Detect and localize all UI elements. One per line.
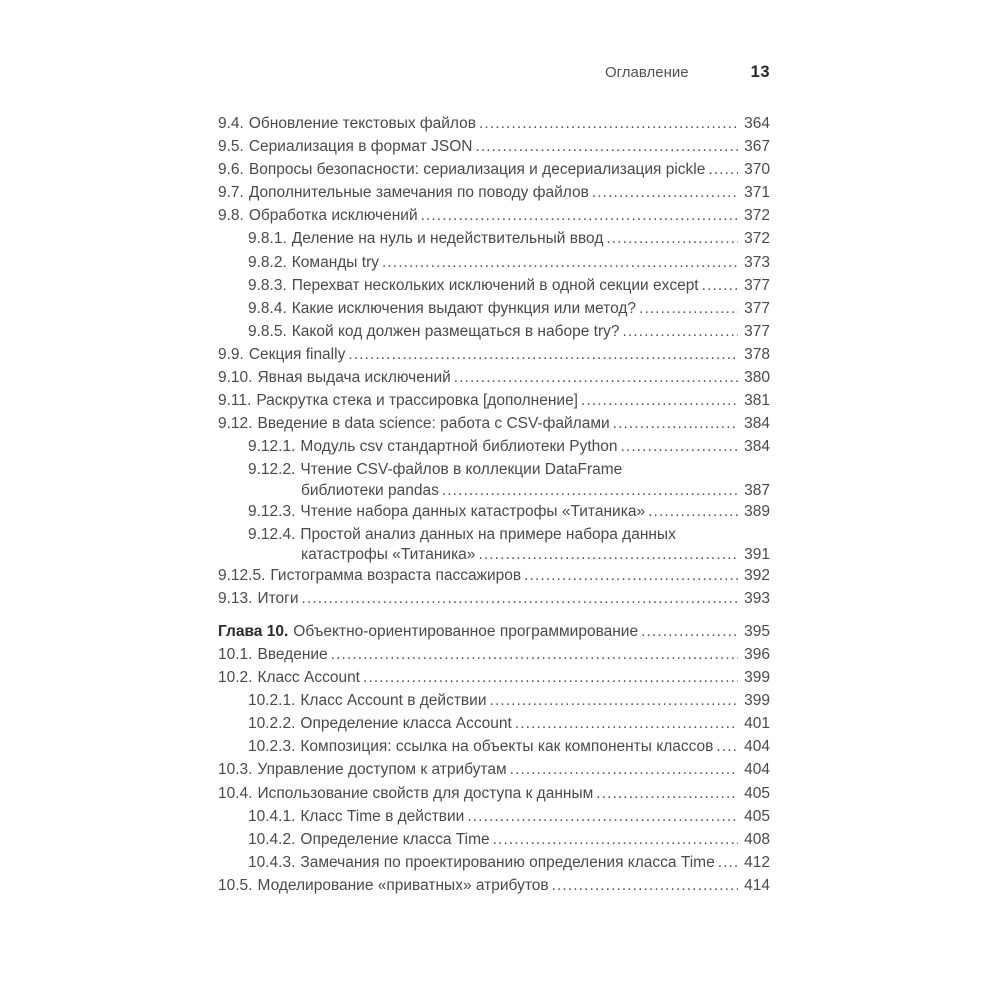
toc-entry-line bbox=[218, 666, 770, 689]
entry-title: Класс Account в действии bbox=[300, 692, 487, 710]
entry-page: 384 bbox=[744, 415, 770, 433]
toc-entry bbox=[218, 389, 770, 412]
entry-title: Класс Time в действии bbox=[300, 807, 465, 825]
toc-entry-line bbox=[218, 782, 770, 805]
entry-page: 377 bbox=[744, 322, 770, 340]
dot-leader bbox=[716, 735, 738, 758]
dot-leader bbox=[623, 320, 739, 343]
toc-entry-line bbox=[218, 620, 770, 643]
entry-number: 9.8.3. bbox=[248, 276, 287, 294]
dot-leader bbox=[475, 135, 738, 158]
entry-number: 9.12.1. bbox=[248, 438, 296, 456]
entry-title: Моделирование «приватных» атрибутов bbox=[257, 876, 549, 894]
entry-title: Итоги bbox=[257, 589, 299, 607]
dot-leader bbox=[702, 274, 739, 297]
toc-entry bbox=[218, 135, 770, 158]
toc-list bbox=[218, 112, 770, 897]
entry-number: 10.2.1. bbox=[248, 692, 296, 710]
entry-number: 9.12. bbox=[218, 415, 253, 433]
entry-page: 404 bbox=[744, 761, 770, 779]
dot-leader bbox=[639, 297, 738, 320]
toc-entry-line bbox=[218, 643, 770, 666]
dot-leader bbox=[524, 564, 738, 587]
entry-title-continued: библиотеки pandas bbox=[301, 481, 439, 499]
toc-entry-line bbox=[218, 564, 770, 587]
toc-entry-line bbox=[218, 343, 770, 366]
dot-leader bbox=[454, 366, 738, 389]
dot-leader bbox=[552, 874, 739, 897]
toc-entry-line bbox=[248, 735, 770, 758]
entry-number: 9.12.4. bbox=[248, 525, 296, 543]
toc-entry bbox=[218, 412, 770, 435]
toc-entry-line bbox=[218, 366, 770, 389]
entry-page: 408 bbox=[744, 830, 770, 848]
toc-entry bbox=[218, 366, 770, 389]
entry-title: Чтение набора данных катастрофы «Титаника» bbox=[300, 502, 646, 520]
toc-entry-line bbox=[218, 112, 770, 135]
entry-page: 377 bbox=[744, 299, 770, 317]
toc-entry bbox=[218, 851, 770, 874]
toc-entry-line bbox=[248, 851, 770, 874]
toc-entry-line bbox=[248, 523, 770, 546]
entry-page: 370 bbox=[744, 161, 770, 179]
toc-entry-line bbox=[248, 805, 770, 828]
toc-entry bbox=[218, 828, 770, 851]
entry-number: 9.8.5. bbox=[248, 322, 287, 340]
toc-entry-line bbox=[248, 458, 770, 481]
toc-entry bbox=[218, 620, 770, 643]
entry-number: 9.12.3. bbox=[248, 502, 296, 520]
dot-leader bbox=[493, 828, 738, 851]
entry-page: 405 bbox=[744, 784, 770, 802]
dot-leader bbox=[467, 805, 738, 828]
toc-entry-line bbox=[218, 587, 770, 610]
dot-leader bbox=[331, 643, 738, 666]
toc-entry bbox=[218, 758, 770, 781]
entry-number: 9.8. bbox=[218, 207, 244, 225]
entry-number: 10.5. bbox=[218, 876, 253, 894]
entry-page-continued: 387 bbox=[744, 481, 770, 499]
entry-page: 399 bbox=[744, 692, 770, 710]
entry-page: 380 bbox=[744, 369, 770, 387]
entry-page: 371 bbox=[744, 184, 770, 202]
toc-entry bbox=[218, 712, 770, 735]
toc-entry bbox=[218, 587, 770, 610]
entry-page: 399 bbox=[744, 669, 770, 687]
entry-title: Дополнительные замечания по поводу файлов bbox=[248, 184, 589, 202]
toc-entry bbox=[218, 458, 770, 499]
entry-number: 9.10. bbox=[218, 369, 253, 387]
entry-title: Класс Account bbox=[257, 669, 360, 687]
toc-entry bbox=[218, 251, 770, 274]
toc-entry-line bbox=[218, 758, 770, 781]
entry-number: 9.7. bbox=[218, 184, 244, 202]
toc-entry-continuation bbox=[248, 482, 770, 500]
dot-leader bbox=[478, 546, 738, 564]
dot-leader bbox=[592, 181, 738, 204]
toc-entry bbox=[218, 666, 770, 689]
toc-entry-line bbox=[248, 500, 770, 523]
entry-page: 384 bbox=[744, 438, 770, 456]
entry-title: Чтение CSV-файлов в коллекции DataFrame bbox=[300, 461, 623, 479]
toc-entry bbox=[218, 805, 770, 828]
entry-page-continued: 391 bbox=[744, 545, 770, 563]
toc-entry-line bbox=[248, 227, 770, 250]
toc-entry bbox=[218, 874, 770, 897]
toc-entry-line bbox=[248, 274, 770, 297]
entry-page: 372 bbox=[744, 207, 770, 225]
toc-entry bbox=[218, 343, 770, 366]
entry-title: Замечания по проектированию определения класса Time bbox=[300, 853, 715, 871]
dot-leader bbox=[515, 712, 738, 735]
entry-number: 9.9. bbox=[218, 345, 244, 363]
book-page bbox=[218, 64, 770, 897]
dot-leader bbox=[708, 158, 738, 181]
entry-title: Раскрутка стека и трассировка [дополнение] bbox=[256, 392, 578, 410]
dot-leader bbox=[648, 500, 738, 523]
toc-entry-continuation bbox=[248, 546, 770, 564]
toc-entry-line bbox=[248, 712, 770, 735]
entry-title: Команды try bbox=[291, 253, 379, 271]
entry-title: Введение в data science: работа с CSV-файлами bbox=[257, 415, 610, 433]
entry-title: Объектно-ориентированное программирование bbox=[293, 622, 639, 640]
entry-number: 10.3. bbox=[218, 761, 253, 779]
entry-number: 10.1. bbox=[218, 645, 253, 663]
entry-title: Секция finally bbox=[248, 345, 346, 363]
dot-leader bbox=[382, 251, 738, 274]
toc-entry bbox=[218, 158, 770, 181]
entry-page: 378 bbox=[744, 345, 770, 363]
toc-entry-line bbox=[218, 135, 770, 158]
entry-number: 9.8.1. bbox=[248, 230, 287, 248]
entry-title: Композиция: ссылка на объекты как компоненты классов bbox=[300, 738, 714, 756]
dot-leader bbox=[301, 587, 738, 610]
entry-page: 396 bbox=[744, 645, 770, 663]
toc-entry-line bbox=[218, 412, 770, 435]
entry-page: 377 bbox=[744, 276, 770, 294]
entry-title: Деление на нуль и недействительный ввод bbox=[291, 230, 604, 248]
entry-title: Использование свойств для доступа к данным bbox=[257, 784, 594, 802]
entry-title: Определение класса Account bbox=[300, 715, 512, 733]
entry-title: Какие исключения выдают функция или метод? bbox=[291, 299, 637, 317]
entry-title: Перехват нескольких исключений в одной секции except bbox=[291, 276, 699, 294]
entry-number: 9.8.4. bbox=[248, 299, 287, 317]
running-title: Оглавление bbox=[605, 64, 689, 81]
toc-entry-line bbox=[248, 251, 770, 274]
toc-entry-line bbox=[218, 874, 770, 897]
entry-title: Обновление текстовых файлов bbox=[248, 115, 476, 132]
toc-entry bbox=[218, 320, 770, 343]
entry-page: 372 bbox=[744, 230, 770, 248]
toc-entry-line bbox=[248, 828, 770, 851]
entry-page: 389 bbox=[744, 502, 770, 520]
entry-title: Определение класса Time bbox=[300, 830, 490, 848]
toc-entry-line bbox=[218, 204, 770, 227]
toc-entry bbox=[218, 689, 770, 712]
dot-leader bbox=[613, 412, 738, 435]
entry-title: Модуль csv стандартной библиотеки Python bbox=[300, 438, 618, 456]
dot-leader bbox=[421, 204, 739, 227]
toc-entry bbox=[218, 500, 770, 523]
entry-title: Вопросы безопасности: сериализация и десериализация pickle bbox=[248, 161, 706, 179]
entry-title: Простой анализ данных на примере набора данных bbox=[300, 525, 676, 543]
toc-entry bbox=[218, 181, 770, 204]
page-number: 13 bbox=[750, 63, 770, 81]
toc-entry bbox=[218, 274, 770, 297]
toc-entry bbox=[218, 204, 770, 227]
entry-number: 10.2.2. bbox=[248, 715, 296, 733]
toc-entry bbox=[218, 435, 770, 458]
entry-number: 9.4. bbox=[218, 115, 244, 132]
entry-page: 414 bbox=[744, 876, 770, 894]
entry-number: 9.13. bbox=[218, 589, 253, 607]
entry-title: Сериализация в формат JSON bbox=[248, 138, 473, 156]
toc-entry bbox=[218, 735, 770, 758]
entry-number: 9.5. bbox=[218, 138, 244, 156]
entry-page: 381 bbox=[744, 392, 770, 410]
entry-page: 364 bbox=[744, 115, 770, 132]
toc-entry-line bbox=[218, 389, 770, 412]
entry-page: 393 bbox=[744, 589, 770, 607]
running-header bbox=[218, 64, 770, 81]
toc-entry-line bbox=[248, 320, 770, 343]
entry-number: 10.2.3. bbox=[248, 738, 296, 756]
dot-leader bbox=[718, 851, 738, 874]
entry-number: 9.12.2. bbox=[248, 461, 296, 479]
toc-entry bbox=[218, 112, 770, 135]
toc-entry-line bbox=[218, 158, 770, 181]
entry-title: Явная выдача исключений bbox=[257, 369, 451, 387]
entry-number: 10.4.3. bbox=[248, 853, 296, 871]
entry-number: 10.4.2. bbox=[248, 830, 296, 848]
entry-page: 405 bbox=[744, 807, 770, 825]
entry-page: 367 bbox=[744, 138, 770, 156]
toc-entry bbox=[218, 227, 770, 250]
entry-number: 9.8.2. bbox=[248, 253, 287, 271]
toc-entry bbox=[218, 782, 770, 805]
entry-title: Обработка исключений bbox=[248, 207, 418, 225]
entry-page: 395 bbox=[744, 622, 770, 640]
toc-entry-line bbox=[248, 435, 770, 458]
toc-entry bbox=[218, 523, 770, 564]
dot-leader bbox=[581, 389, 738, 412]
toc-entry bbox=[218, 297, 770, 320]
toc-entry-line bbox=[218, 181, 770, 204]
entry-title: Введение bbox=[257, 645, 328, 663]
dot-leader bbox=[510, 758, 739, 781]
dot-leader bbox=[363, 666, 738, 689]
entry-title: Управление доступом к атрибутам bbox=[257, 761, 507, 779]
entry-title: Гистограмма возраста пассажиров bbox=[270, 566, 522, 584]
entry-page: 404 bbox=[744, 738, 770, 756]
entry-page: 401 bbox=[744, 715, 770, 733]
dot-leader bbox=[442, 482, 738, 500]
entry-number: 9.12.5. bbox=[218, 566, 266, 584]
dot-leader bbox=[596, 782, 738, 805]
entry-number: 9.11. bbox=[218, 392, 252, 410]
entry-page: 412 bbox=[744, 853, 770, 871]
entry-title: Какой код должен размещаться в наборе try? bbox=[291, 322, 620, 340]
toc-entry bbox=[218, 643, 770, 666]
entry-page: 373 bbox=[744, 253, 770, 271]
dot-leader bbox=[348, 343, 738, 366]
entry-number: 9.6. bbox=[218, 161, 244, 179]
entry-number: 10.4. bbox=[218, 784, 253, 802]
dot-leader bbox=[621, 435, 739, 458]
entry-number: Глава 10. bbox=[218, 622, 289, 640]
toc-entry-line bbox=[248, 297, 770, 320]
entry-title-continued: катастрофы «Титаника» bbox=[301, 545, 476, 563]
toc-entry-line bbox=[248, 689, 770, 712]
entry-number: 10.4.1. bbox=[248, 807, 296, 825]
entry-number: 10.2. bbox=[218, 669, 253, 687]
dot-leader bbox=[489, 689, 738, 712]
entry-page: 392 bbox=[744, 566, 770, 584]
toc-entry bbox=[218, 564, 770, 587]
dot-leader bbox=[606, 227, 738, 250]
dot-leader bbox=[479, 112, 738, 135]
dot-leader bbox=[641, 620, 738, 643]
